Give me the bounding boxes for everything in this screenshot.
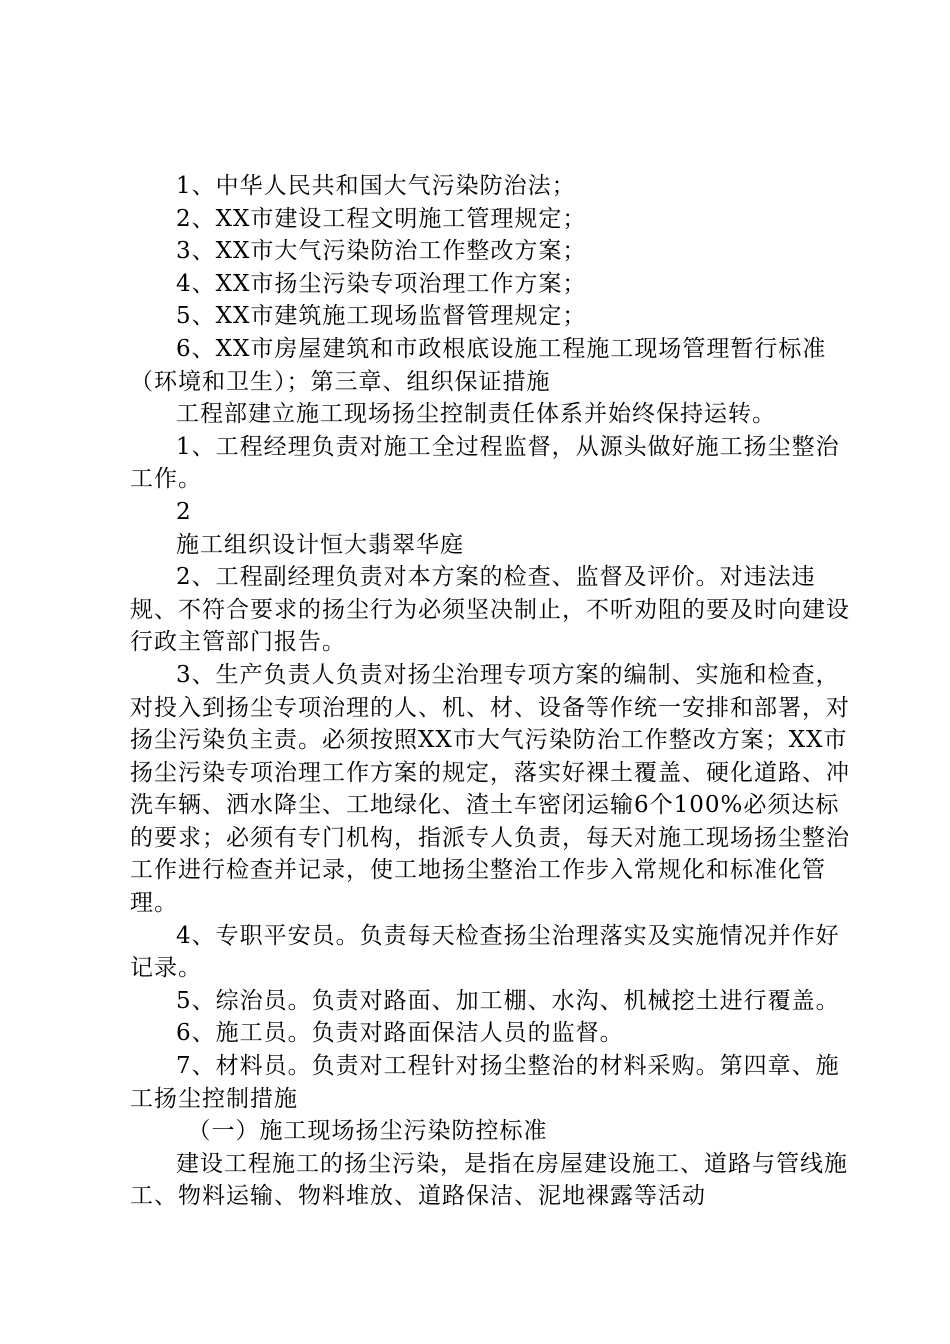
paragraph-law-6: 6、XX市房屋建筑和市政根底设施工程施工现场管理暂行标准（环境和卫生）；第三章、组织保证措施: [130, 335, 827, 395]
paragraph-role-4: 4、专职平安员。负责每天检查扬尘治理落实及实施情况并作好记录。: [130, 922, 840, 982]
page-header-title: 施工组织设计恒大翡翠华庭: [176, 531, 464, 558]
paragraph-role-2: 2、工程副经理负责对本方案的检查、监督及评价。对违法违规、不符合要求的扬尘行为必须坚决制止，不听劝阻的要及时向建设行政主管部门报告。: [130, 564, 850, 656]
document-body: [130, 170, 850, 1213]
section-heading-standards: （一）施工现场扬尘污染防控标准: [187, 1118, 548, 1145]
paragraph-law-1: 1、中华人民共和国大气污染防治法；: [176, 173, 576, 199]
paragraph-responsibility-system: 工程部建立施工现场扬尘控制责任体系并始终保持运转。: [176, 401, 776, 428]
paragraph-role-7: 7、材料员。负责对工程针对扬尘整治的材料采购。第四章、施工扬尘控制措施: [130, 1053, 840, 1112]
paragraph-law-5: 5、XX市建筑施工现场监督管理规定；: [176, 303, 587, 330]
paragraph-law-3: 3、XX市大气污染防治工作整改方案；: [176, 238, 587, 265]
page-number: 2: [176, 498, 192, 525]
paragraph-role-5: 5、综治员。负责对路面、加工棚、水沟、机械挖土进行覆盖。: [176, 987, 840, 1014]
paragraph-law-4: 4、XX市扬尘污染专项治理工作方案；: [176, 270, 587, 297]
paragraph-role-1: 1、工程经理负责对施工全过程监督，从源头做好施工扬尘整治工作。: [130, 433, 840, 493]
paragraph-law-2: 2、XX市建设工程文明施工管理规定；: [176, 205, 587, 232]
paragraph-role-6: 6、施工员。负责对路面保洁人员的监督。: [176, 1020, 624, 1047]
paragraph-role-3: 3、生产负责人负责对扬尘治理专项方案的编制、实施和检查，对投入到扬尘专项治理的人、机、材、设备等作统一安排和部署，对扬尘污染负主责。必须按照XX市大气污染防治工作整改方案；XX市扬尘污染专项治理工作方案的规定，落实好裸土覆盖、硬化道路、冲洗车辆、洒水降尘、工地绿化、渣土车密闭运输6个100%必须达标的要求；必须有专门机构，指派专人负责，每天对施工现场扬尘整治工作进行检查并记录，使工地扬尘整治工作步入常规化和标准化管理。: [130, 661, 850, 917]
paragraph-dust-definition: 建设工程施工的扬尘污染，是指在房屋建设施工、道路与管线施工、物料运输、物料堆放、道路保洁、泥地裸露等活动: [130, 1150, 848, 1210]
